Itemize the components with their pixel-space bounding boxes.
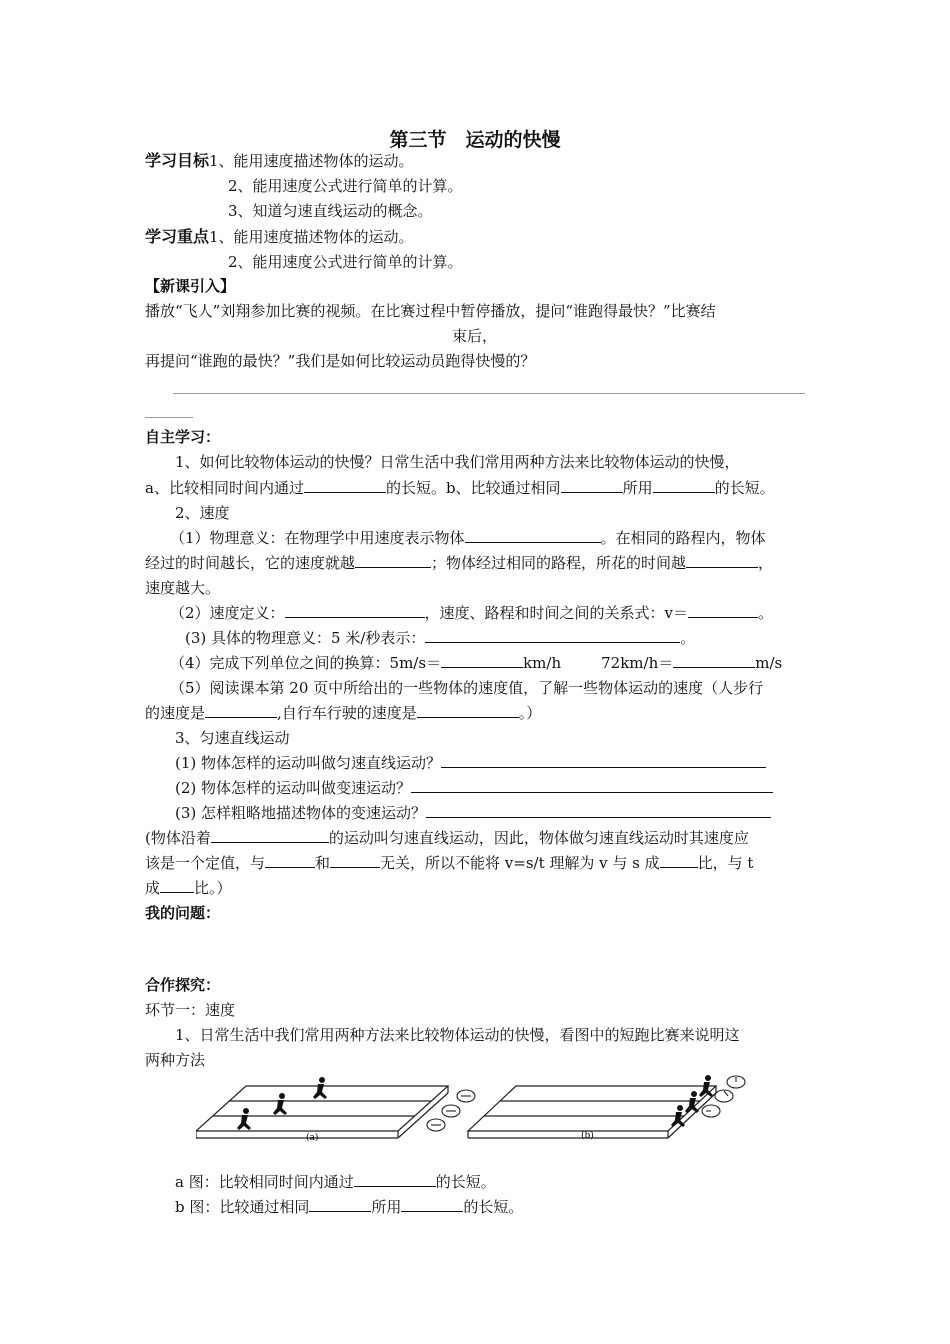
blank-field[interactable] — [441, 653, 523, 668]
speed-p1-line-3: 速度越大。 — [145, 579, 221, 597]
blank-field[interactable] — [688, 603, 758, 618]
blank-field[interactable] — [426, 803, 771, 818]
runner-icon — [685, 1091, 699, 1113]
blank-field[interactable] — [686, 553, 758, 568]
blank-field[interactable] — [160, 878, 194, 893]
runner-icon — [237, 1108, 251, 1130]
speed-p1-line-1: （1）物理意义：在物理学中用速度表示物体 。在相同的路程内，物体 — [170, 529, 766, 547]
blank-field[interactable] — [285, 603, 425, 618]
objectives-line-1 — [145, 151, 414, 171]
page-title: 第三节 运动的快慢 — [389, 129, 561, 151]
blank-field[interactable] — [401, 1197, 463, 1212]
intro-line-2: 再提问“谁跑的最快？”我们是如何比较运动员跑得快慢的？ — [145, 352, 536, 370]
uniform-q3: (3) 怎样粗略地描述物体的变速运动？ — [175, 803, 771, 823]
figure-b-caption: (b) — [581, 1131, 594, 1141]
blank-field[interactable] — [354, 1172, 436, 1187]
keypoints-label: 学习重点 — [145, 227, 210, 246]
speed-p5-line-2: 的速度是 ,自行车行驶的速度是 。） — [145, 704, 542, 722]
coop-a-answer: a 图：比较相同时间内通过 的长短。 — [175, 1173, 496, 1191]
objective-3: 3、知道匀速直线运动的概念。 — [228, 202, 433, 220]
runner-icon — [273, 1093, 287, 1115]
blank-field[interactable] — [417, 703, 519, 718]
self-study-heading: 自主学习： — [145, 428, 221, 446]
runner-icon — [313, 1077, 327, 1099]
intro-line-1b: 束后， — [452, 327, 498, 345]
speed-p3: (3) 具体的物理意义：5 米/秒表示： 。 — [185, 629, 696, 647]
blank-field[interactable] — [355, 553, 431, 568]
divider-line — [173, 393, 805, 394]
coop-q1-line-1: 1、日常生活中我们常用两种方法来比较物体运动的快慢，看图中的短跑比赛来说明这 — [175, 1026, 740, 1044]
uniform-note-line-1: (物体沿着 的运动叫匀速直线运动，因此，物体做匀速直线运动时其速度应 — [145, 829, 749, 847]
blank-field[interactable] — [309, 1197, 371, 1212]
blank-field[interactable] — [673, 653, 755, 668]
blank-field[interactable] — [561, 478, 623, 493]
my-questions-heading: 我的问题： — [145, 904, 221, 922]
self-study-q1-line-1: 1、如何比较物体运动的快慢？日常生活中我们常用两种方法来比较物体运动的快慢， — [175, 453, 740, 471]
blank-field[interactable] — [425, 628, 680, 643]
uniform-note-line-3: 成 比。） — [145, 879, 232, 897]
keypoint-2: 2、能用速度公式进行简单的计算。 — [228, 253, 463, 271]
speed-title: 2、速度 — [175, 504, 230, 522]
coop-b-answer: b 图：比较通过相同 所用 的长短。 — [175, 1198, 524, 1216]
self-study-q1-line-2: a、比较相同时间内通过 的长短。b、比较通过相同 所用 的长短。 — [145, 479, 775, 497]
blank-field[interactable] — [211, 828, 329, 843]
figure-a-caption: (a) — [306, 1133, 319, 1143]
blank-field[interactable] — [330, 853, 380, 868]
keypoint-1: 1、能用速度描述物体的运动。 — [209, 228, 414, 246]
blank-field[interactable] — [653, 478, 715, 493]
blank-field[interactable] — [205, 703, 277, 718]
uniform-q2: (2) 物体怎样的运动叫做变速运动？ — [175, 778, 773, 798]
blank-field[interactable] — [660, 853, 698, 868]
blank-field[interactable] — [411, 778, 773, 793]
coop-heading: 合作探究： — [145, 976, 221, 994]
blank-field[interactable] — [304, 478, 386, 493]
uniform-q1: (1) 物体怎样的运动叫做匀速直线运动？ — [175, 753, 766, 773]
speed-p4: （4）完成下列单位之间的换算：5m/s＝ km/h 72km/h＝ m/s — [170, 654, 783, 672]
intro-heading: 【新课引入】 — [145, 277, 236, 295]
keypoints-line-1 — [145, 227, 414, 247]
objectives-label: 学习目标 — [145, 151, 210, 170]
coop-q1-line-2: 两种方法 — [145, 1051, 206, 1069]
objective-1: 1、能用速度描述物体的运动。 — [209, 152, 414, 170]
stopwatch-icon — [427, 1090, 475, 1131]
blank-field[interactable] — [441, 753, 766, 768]
objective-2: 2、能用速度公式进行简单的计算。 — [228, 177, 463, 195]
uniform-note-line-2: 该是一个定值，与 和 无关，所以不能将 v=s/t 理解为 v 与 s 成 比，与 t — [145, 854, 754, 872]
divider-short — [145, 417, 193, 418]
sprint-race-figure — [196, 1074, 791, 1144]
uniform-motion-title: 3、匀速直线运动 — [175, 729, 290, 747]
blank-field[interactable] — [265, 853, 315, 868]
blank-field[interactable] — [465, 528, 601, 543]
speed-p1-line-2: 经过的时间越长，它的速度就越 ；物体经过相同的路程，所花的时间越 ， — [145, 554, 774, 572]
intro-line-1: 播放“飞人”刘翔参加比赛的视频。在比赛过程中暂停播放，提问“谁跑得最快？”比赛结 — [145, 302, 716, 320]
speed-p2: （2）速度定义： ，速度、路程和时间之间的关系式：v＝ 。 — [170, 604, 774, 622]
coop-section: 环节一：速度 — [145, 1001, 236, 1019]
speed-p5-line-1: （5）阅读课本第 20 页中所给出的一些物体的速度值，了解一些物体运动的速度（人步行 — [170, 679, 764, 697]
